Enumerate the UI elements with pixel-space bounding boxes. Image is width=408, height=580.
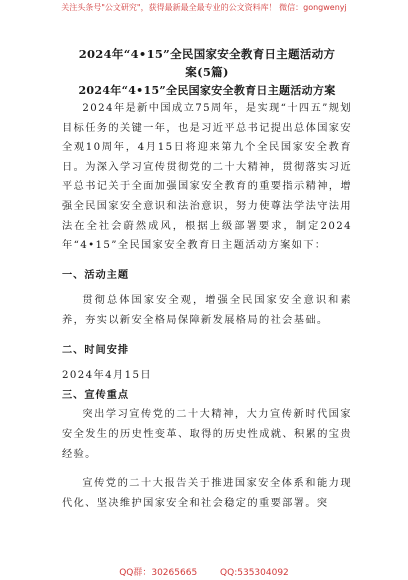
document-body [62,45,352,513]
footer-qq: QQ:535304092 [220,568,289,578]
intro-paragraph: 2024年是新中国成立75周年，是实现“十四五”规划目标任务的关键一年，也是习近平总书记提出总体国家安全观10周年，4月15日将迎来第九个全民国家安全教育日。为深入学习宣传贯彻党的二十大精神，贯彻落实习近平总书记关于全面加强国家安全教育的重要指示精神，增强全民国家安全意识和法治意识，努力使尊法学法守法用法在全社会蔚然成风，根据上级部署要求，制定2024年“4•15”全民国家安全教育日主题活动方案如下： [62,103,352,252]
title-line-2: 案(5篇) [185,65,229,79]
footer-contact [0,566,408,580]
section-2-paragraph: 2024年4月15日 [62,370,152,382]
document-title [62,45,352,81]
footer-qq-group: QQ群：30265665 [119,568,198,578]
header-watermark: 关注头条号"公文研究"，获得最新最全最专业的公文资料库！ 微信：gongwenyj [61,3,347,12]
section-2-heading: 二、时间安排 [62,343,130,356]
section-3-paragraph-2: 宣传党的二十大报告关于推进国家安全体系和能力现代化、坚决维护国家安全和社会稳定的重要部署。突 [62,478,352,509]
section-1-heading: 一、活动主题 [62,268,130,281]
section-3-paragraph-1: 突出学习宣传党的二十大精神，大力宣传新时代国家安全发生的历史性变革、取得的历史性成就、积累的宝贵经验。 [62,409,352,460]
title-line-1: 2024年“4•15”全民国家安全教育日主题活动方 [78,47,336,61]
section-3-heading: 三、宣传重点 [62,388,130,401]
document-subtitle: 2024年“4•15”全民国家安全教育日主题活动方案 [78,84,336,97]
section-1-paragraph: 贯彻总体国家安全观，增强全民国家安全意识和素养，夯实以新安全格局保障新发展格局的社会基础。 [62,295,352,326]
